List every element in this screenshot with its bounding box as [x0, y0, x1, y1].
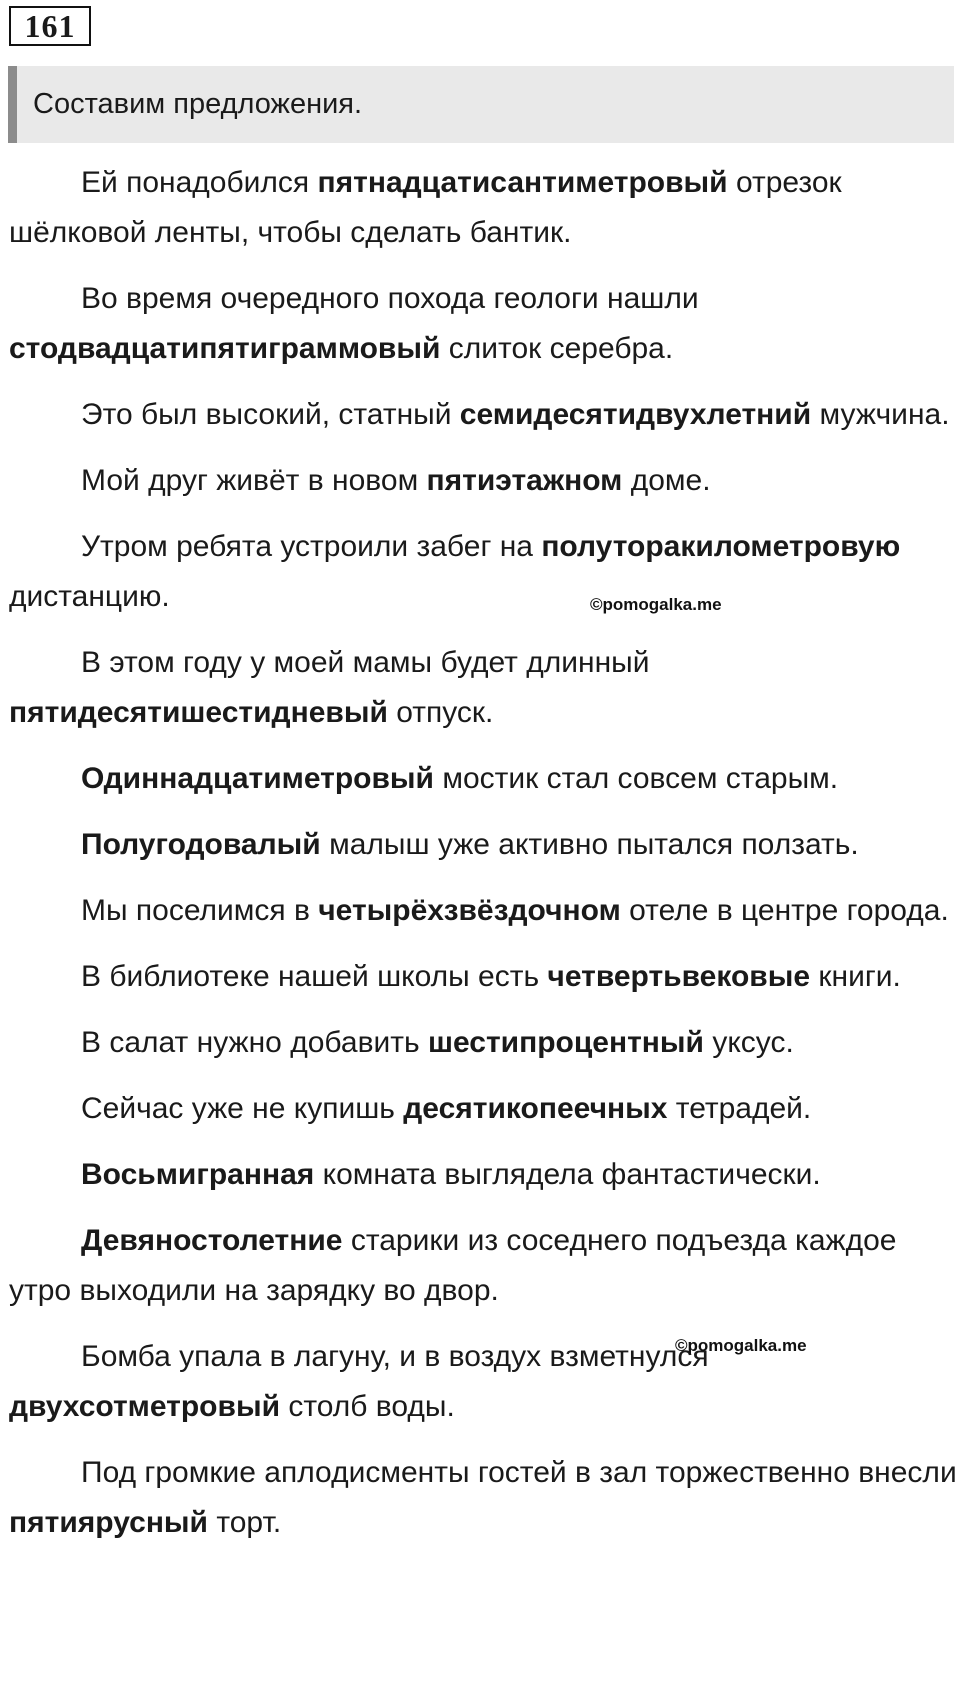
sentence-9: Мы поселимся в четырёхзвёздочном отеле в центре города. — [81, 894, 949, 927]
sentence-2: Во время очередного похода геологи нашли стодвадцатипятиграммовый слиток серебра. — [9, 282, 699, 365]
sentence-list — [9, 158, 959, 1564]
sentence-4: Мой друг живёт в новом пятиэтажном доме. — [81, 464, 711, 497]
task-number: 161 — [9, 6, 91, 46]
sentence-11: В салат нужно добавить шестипроцентный уксус. — [81, 1026, 794, 1059]
sentence-15: Бомба упала в лагуну, и в воздух взметнулся двухсотметровый столб воды. — [9, 1340, 709, 1423]
sentence-13: Восьмигранная комната выглядела фантастически. — [81, 1158, 821, 1191]
sentence-6: В этом году у моей мамы будет длинный пятидесятишестидневый отпуск. — [9, 646, 650, 729]
watermark-1: ©pomogalka.me — [590, 595, 722, 614]
sentence-14: Девяностолетние старики из соседнего подъезда каждое утро выходили на зарядку во двор. — [9, 1224, 897, 1307]
watermark-2: ©pomogalka.me — [675, 1336, 807, 1355]
sentence-5: Утром ребята устроили забег на полуторакилометровую дистанцию. — [9, 530, 901, 613]
sentence-3: Это был высокий, статный семидесятидвухлетний мужчина. — [81, 398, 950, 431]
sentence-7: Одиннадцатиметровый мостик стал совсем старым. — [81, 762, 839, 795]
sentence-1: Ей понадобился пятнадцатисантиметровый отрезок шёлковой ленты, чтобы сделать бантик. — [9, 166, 842, 249]
sentence-8: Полугодовалый малыш уже активно пытался ползать. — [81, 828, 859, 861]
task-header: Составим предложения. — [8, 66, 954, 143]
sentence-16: Под громкие аплодисменты гостей в зал торжественно внесли пятиярусный торт. — [9, 1456, 957, 1539]
sentence-12: Сейчас уже не купишь десятикопеечных тетрадей. — [81, 1092, 812, 1125]
sentence-10: В библиотеке нашей школы есть четвертьвековые книги. — [81, 960, 901, 993]
